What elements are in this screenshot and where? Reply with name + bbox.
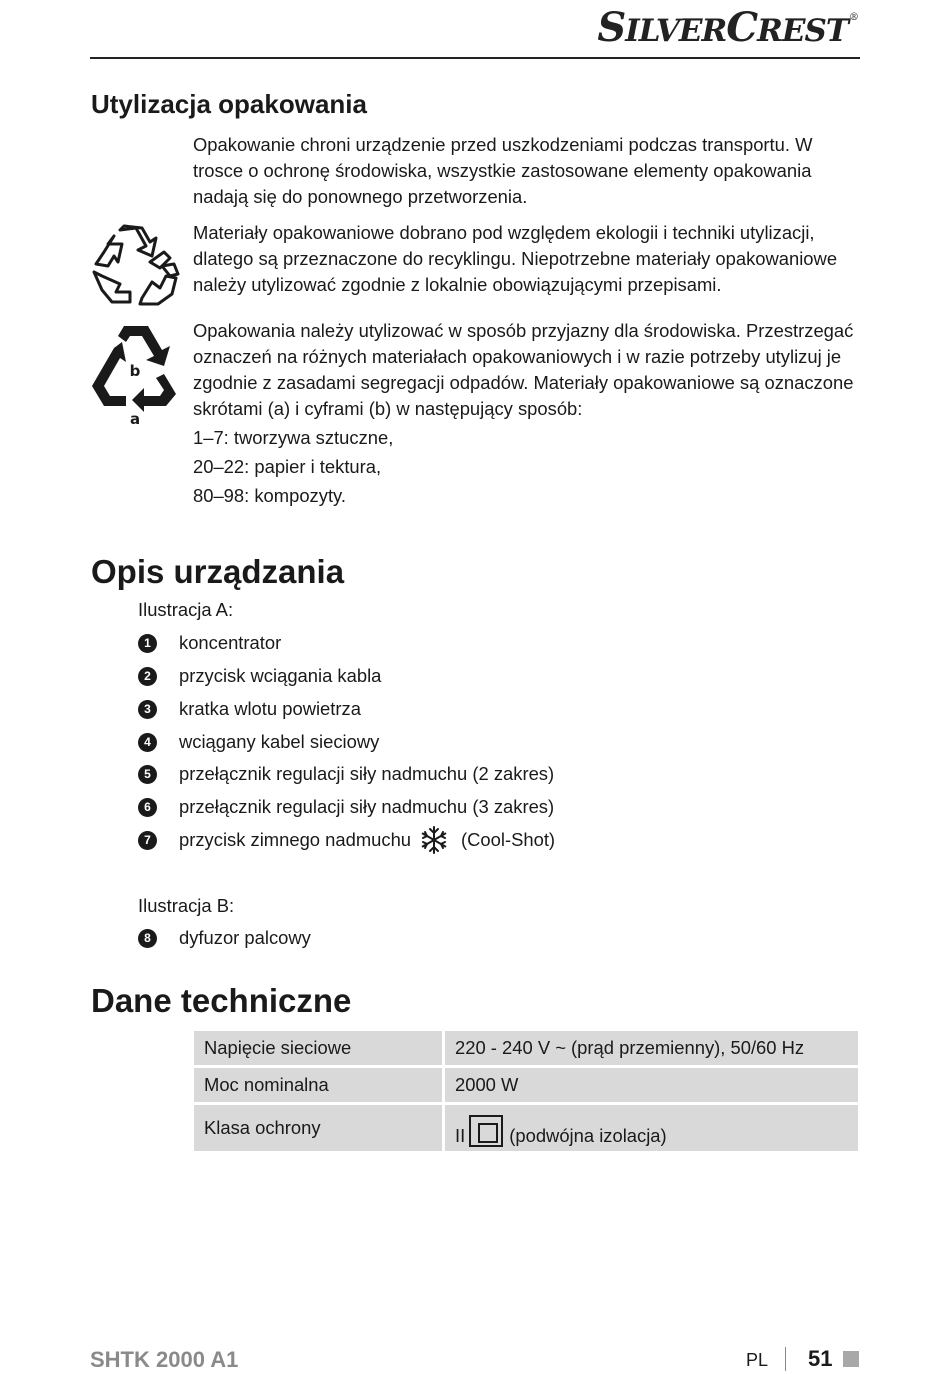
list-item bbox=[138, 825, 555, 855]
item-text: wciągany kabel sieciowy bbox=[179, 731, 380, 752]
item-text: przełącznik regulacji siły nadmuchu (3 zakres) bbox=[179, 796, 555, 817]
list-item bbox=[138, 663, 381, 689]
recycle-icon bbox=[90, 222, 180, 308]
footer-language: PL bbox=[746, 1350, 769, 1370]
technical-heading: Dane techniczne bbox=[91, 982, 352, 1019]
item-number: 5 bbox=[138, 765, 157, 784]
description-heading: Opis urządzania bbox=[91, 553, 345, 590]
protection-class-numeral: II bbox=[455, 1125, 466, 1146]
code-plastics: 1–7: tworzywa sztuczne, bbox=[193, 427, 394, 448]
item-text: koncentrator bbox=[179, 632, 282, 653]
spec-value: 220 - 240 V ~ (prąd przemienny), 50/60 Hz bbox=[445, 1031, 858, 1065]
table-row bbox=[194, 1105, 858, 1151]
mobius-label-a: a bbox=[129, 410, 141, 428]
item-number: 6 bbox=[138, 798, 157, 817]
list-item bbox=[138, 729, 379, 755]
item-number: 4 bbox=[138, 733, 157, 752]
spec-label: Klasa ochrony bbox=[194, 1105, 442, 1151]
item-text: przycisk zimnego nadmuchu bbox=[179, 829, 412, 850]
page-number: 51 bbox=[808, 1346, 833, 1371]
mobius-loop-icon bbox=[88, 320, 184, 430]
spec-label: Moc nominalna bbox=[194, 1068, 442, 1102]
mobius-label-b: b bbox=[129, 362, 141, 380]
spec-table bbox=[194, 1031, 858, 1154]
footer-square-mark bbox=[843, 1351, 859, 1367]
spec-label: Napięcie sieciowe bbox=[194, 1031, 442, 1065]
header-rule bbox=[90, 57, 860, 59]
item-number: 7 bbox=[138, 831, 157, 850]
list-item bbox=[138, 630, 281, 656]
item-number: 8 bbox=[138, 929, 157, 948]
list-item bbox=[138, 925, 311, 951]
brand-logo: SILVERCREST® bbox=[597, 4, 858, 51]
item-text: przycisk wciągania kabla bbox=[179, 665, 382, 686]
spec-value: 2000 W bbox=[445, 1068, 858, 1102]
list-item bbox=[138, 761, 554, 787]
code-composites: 80–98: kompozyty. bbox=[193, 485, 346, 506]
item-text: kratka wlotu powietrza bbox=[179, 698, 361, 719]
item-number: 2 bbox=[138, 667, 157, 686]
double-insulation-icon bbox=[469, 1115, 503, 1147]
spec-value: (podwójna izolacja) bbox=[509, 1125, 667, 1146]
packaging-paragraph-1: Opakowanie chroni urządzenie przed uszkodzeniami podczas transportu. W trosce o ochronę środowiska, wszystkie zastosowane elementy opakowania nadają się do ponownego przetworzenia. bbox=[193, 134, 813, 207]
item-number: 1 bbox=[138, 634, 157, 653]
snowflake-icon bbox=[419, 825, 449, 855]
footer-model: SHTK 2000 A1 bbox=[90, 1347, 239, 1372]
spec-value-cell bbox=[445, 1105, 858, 1151]
table-row bbox=[194, 1068, 858, 1102]
item-text: dyfuzor palcowy bbox=[179, 927, 311, 948]
item-text: przełącznik regulacji siły nadmuchu (2 zakres) bbox=[179, 763, 555, 784]
list-item bbox=[138, 794, 554, 820]
footer-divider bbox=[785, 1347, 786, 1371]
table-row bbox=[194, 1031, 858, 1065]
packaging-heading: Utylizacja opakowania bbox=[91, 89, 367, 119]
item-number: 3 bbox=[138, 700, 157, 719]
packaging-paragraph-3: Opakowania należy utylizować w sposób przyjazny dla środowiska. Przestrzegać oznaczeń na różnych materiałach opakowaniowych i w razie potrzeby utylizuj je zgodnie z zasadami segregacji odpadów. Materiały opakowaniowe są oznaczone skrótami (a) i cyframi (b) w następujący sposób: bbox=[193, 320, 854, 419]
code-paper: 20–22: papier i tektura, bbox=[193, 456, 382, 477]
list-item bbox=[138, 696, 361, 722]
item-suffix: (Cool-Shot) bbox=[461, 829, 556, 850]
packaging-paragraph-2: Materiały opakowaniowe dobrano pod względem ekologii i techniki utylizacji, dlatego są przeznaczone do recyklingu. Niepotrzebne materiały opakowaniowe należy utylizować zgodnie z lokalnie obowiązującymi przepisami. bbox=[193, 222, 838, 295]
illustration-a-label: Ilustracja A: bbox=[138, 599, 234, 620]
illustration-b-label: Ilustracja B: bbox=[138, 895, 235, 916]
